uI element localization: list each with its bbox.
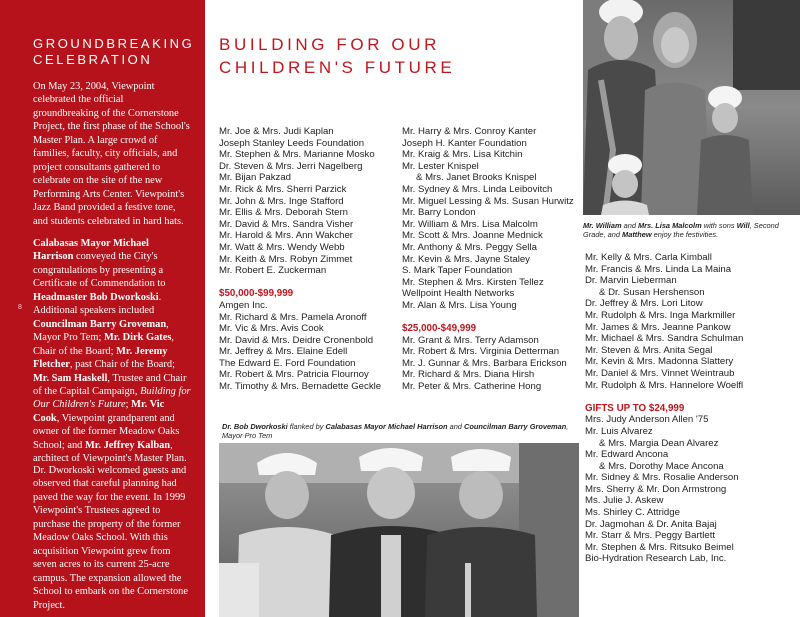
donor-name: The Edward E. Ford Foundation (219, 357, 356, 369)
donor-name: Mr. James & Mrs. Jeanne Pankow (585, 321, 731, 333)
donor-name: & Mrs. Janet Brooks Knispel (416, 172, 537, 184)
donor-name: Mr. Sydney & Mrs. Linda Leibovitch (402, 183, 553, 195)
donor-name: Mr. Alan & Mrs. Lisa Young (402, 299, 517, 311)
sidebar-paragraph-1: On May 23, 2004, Viewpoint celebrated the official groundbreaking of the Cornerstone Project, the first phase of the School's Master Plan. A large crowd of families, faculty, city officials, and project consultants gathered to celebrate on the site of the new Performing Arts Center. Viewpoint's Jazz Band provided a festive tone, and students celebrated in hard hats. (33, 81, 190, 227)
donor-name: Dr. Marvin Lieberman (585, 275, 677, 287)
donor-name: Mr. Vic & Mrs. Avis Cook (219, 323, 324, 335)
donor-name: Mr. Steven & Mrs. Anita Segal (585, 344, 713, 356)
donor-name: Mr. David & Mrs. Deidre Cronenbold (219, 334, 374, 346)
groundbreaking-photo-image (219, 443, 579, 617)
donor-name: Mr. Rudolph & Mrs. Inga Markmiller (585, 309, 736, 321)
page-title-line1: BUILDING FOR OUR (219, 35, 441, 54)
donor-name: Mr. Stephen & Mrs. Kirsten Tellez (402, 276, 544, 288)
donor-name: Mr. Daniel & Mrs. Vinnet Weintraub (585, 367, 735, 379)
donor-name: Mr. Peter & Mrs. Catherine Hong (402, 381, 542, 393)
donor-name: Mr. Ellis & Mrs. Deborah Stern (219, 207, 349, 219)
donor-name: & Mrs. Margia Dean Alvarez (599, 437, 719, 449)
page-title-line2: CHILDREN'S FUTURE (219, 58, 456, 77)
donor-name: Joseph H. Kanter Foundation (402, 137, 527, 149)
sidebar-paragraph-2: Calabasas Mayor Michael Harrison conveyed the City's congratulations by presenting a Certificate of Commendation to Headmaster Bob Dworkoski. Additional speakers included Councilman Barry Groveman, Mayor Pro Tem; Mr. Dirk Gates, Chair of the Board; Mr. Jeremy Fletcher, past Chair of the Board; Mr. Sam Haskell, Trustee and Chair of the Capital Campaign, Building for Our Children's Future; Mr. Vic Cook, Viewpoint grandparent and owner of the former Meadow Oaks School; and Mr. Jeffrey Kalban, architect of Viewpoint's Master Plan. (33, 238, 191, 465)
donor-name: Mr. Michael & Mrs. Sandra Schulman (585, 333, 744, 345)
donor-name: Mr. Grant & Mrs. Terry Adamson (402, 334, 539, 346)
donor-name: Ms. Shirley C. Attridge (585, 507, 680, 519)
donor-name: Mr. Harry & Mrs. Conroy Kanter (402, 126, 537, 137)
donor-name: Mr. Miguel Lessing & Ms. Susan Hurwitz (402, 195, 574, 207)
donor-name: Mr. Joe & Mrs. Judi Kaplan (219, 126, 334, 137)
gift-level-header: $50,000-$99,999 (219, 288, 294, 300)
donor-name: Mr. Francis & Mrs. Linda La Maina (585, 263, 732, 275)
donor-name: Mr. Scott & Mrs. Joanne Mednick (402, 230, 543, 242)
family-photo (583, 0, 800, 215)
donor-name: Mr. Stephen & Mrs. Ritsuko Beimel (585, 541, 734, 553)
donor-name: Mr. Rudolph & Mrs. Hannelore Woelfl (585, 379, 744, 391)
sidebar-title-line1: GROUNDBREAKING (33, 36, 195, 51)
donor-name: Mr. Lester Knispel (402, 160, 479, 172)
page-number: 8 (18, 304, 22, 311)
donor-name: Mr. Richard & Mrs. Diana Hirsh (402, 369, 535, 381)
donor-name: Mr. Luis Alvarez (585, 425, 653, 437)
donor-name: Mr. Anthony & Mrs. Peggy Sella (402, 241, 537, 253)
donor-name: Dr. Jeffrey & Mrs. Lori Litow (585, 298, 703, 310)
sidebar (0, 0, 205, 617)
donor-name: Dr. Jagmohan & Dr. Anita Bajaj (585, 518, 717, 530)
donor-name: Mr. J. Gunnar & Mrs. Barbara Erickson (402, 357, 567, 369)
sidebar-title (33, 36, 194, 68)
donor-name: Mr. Sidney & Mrs. Rosalie Anderson (585, 472, 739, 484)
donor-name: Mr. David & Mrs. Sandra Visher (219, 218, 354, 230)
donor-name: Mr. Stephen & Mrs. Marianne Mosko (219, 149, 375, 161)
donor-name: Mr. Barry London (402, 207, 476, 219)
gift-level-header: $25,000-$49,999 (402, 323, 477, 335)
donor-name: Mr. Robert E. Zuckerman (219, 265, 327, 277)
donor-name: Bio-Hydration Research Lab, Inc. (585, 553, 727, 565)
donor-name: Mr. Starr & Mrs. Peggy Bartlett (585, 530, 716, 542)
donor-name: Mr. Bijan Pakzad (219, 172, 291, 184)
donor-name: Amgen Inc. (219, 299, 268, 311)
donor-list-column-2 (402, 126, 574, 393)
donor-name: Mr. Jeffrey & Mrs. Elaine Edell (219, 346, 348, 358)
donor-name: Mr. Kelly & Mrs. Carla Kimball (585, 252, 712, 263)
groundbreaking-photo (219, 443, 579, 617)
donor-name: & Mrs. Dorothy Mace Ancona (599, 460, 724, 472)
donor-name: Mr. Robert & Mrs. Virginia Detterman (402, 346, 560, 358)
sidebar-title-line2: CELEBRATION (33, 52, 153, 67)
donor-name: Joseph Stanley Leeds Foundation (219, 137, 365, 149)
donor-name: Mrs. Sherry & Mr. Don Armstrong (585, 483, 727, 495)
donor-name: Mr. John & Mrs. Inge Stafford (219, 195, 344, 207)
donor-name: Ms. Julie J. Askew (585, 495, 664, 507)
donor-name: Mr. Richard & Mrs. Pamela Aronoff (219, 311, 367, 323)
donor-name: Mr. Watt & Mrs. Wendy Webb (219, 241, 345, 253)
donor-name: Mr. Edward Ancona (585, 449, 669, 461)
donor-name: Mr. Robert & Mrs. Patricia Flournoy (219, 369, 369, 381)
family-photo-image (583, 0, 800, 215)
donor-name: Dr. Steven & Mrs. Jerri Nagelberg (219, 160, 363, 172)
donor-list-column-1 (219, 126, 381, 393)
donor-name: Mr. William & Mrs. Lisa Malcolm (402, 218, 538, 230)
donor-name: Mr. Rick & Mrs. Sherri Parzick (219, 183, 347, 195)
donor-name: S. Mark Taper Foundation (402, 265, 513, 277)
gift-level-header: GIFTS UP TO $24,999 (585, 402, 685, 414)
donor-name: Mr. Kraig & Mrs. Lisa Kitchin (402, 149, 523, 161)
donor-name: Mr. Kevin & Mrs. Jayne Staley (402, 253, 530, 265)
donor-name: Mr. Kevin & Mrs. Madonna Slattery (585, 356, 734, 368)
groundbreaking-photo-caption: Dr. Bob Dworkoski flanked by Calabasas Mayor Michael Harrison and Councilman Barry Groveman, Mayor Pro Tem (222, 422, 569, 440)
donor-name: Wellpoint Health Networks (402, 288, 515, 300)
donor-name: Mr. Timothy & Mrs. Bernadette Geckle (219, 381, 382, 393)
sidebar-paragraph-3: Dr. Dworkoski welcomed guests and observed that careful planning had paved the way for the event. In 1999 Viewpoint's Trustees agreed to purchase the property of the former Meadow Oaks School. With this acquisition Viewpoint grew from seven acres to its current 25-acre campus. The expansion allowed the School to embark on the Cornerstone Project. (33, 465, 188, 611)
page-title (219, 33, 455, 79)
donor-name: & Dr. Susan Hershenson (599, 286, 705, 298)
donor-list-column-3 (585, 252, 743, 565)
family-photo-caption: Mr. William and Mrs. Lisa Malcolm with sons Will, Second Grade, and Matthew enjoy the festivities. (583, 221, 779, 239)
donor-name: Mr. Harold & Mrs. Ann Wakcher (219, 230, 353, 242)
donor-name: Mrs. Judy Anderson Allen '75 (585, 414, 709, 426)
donor-name: Mr. Keith & Mrs. Robyn Zimmet (219, 253, 353, 265)
